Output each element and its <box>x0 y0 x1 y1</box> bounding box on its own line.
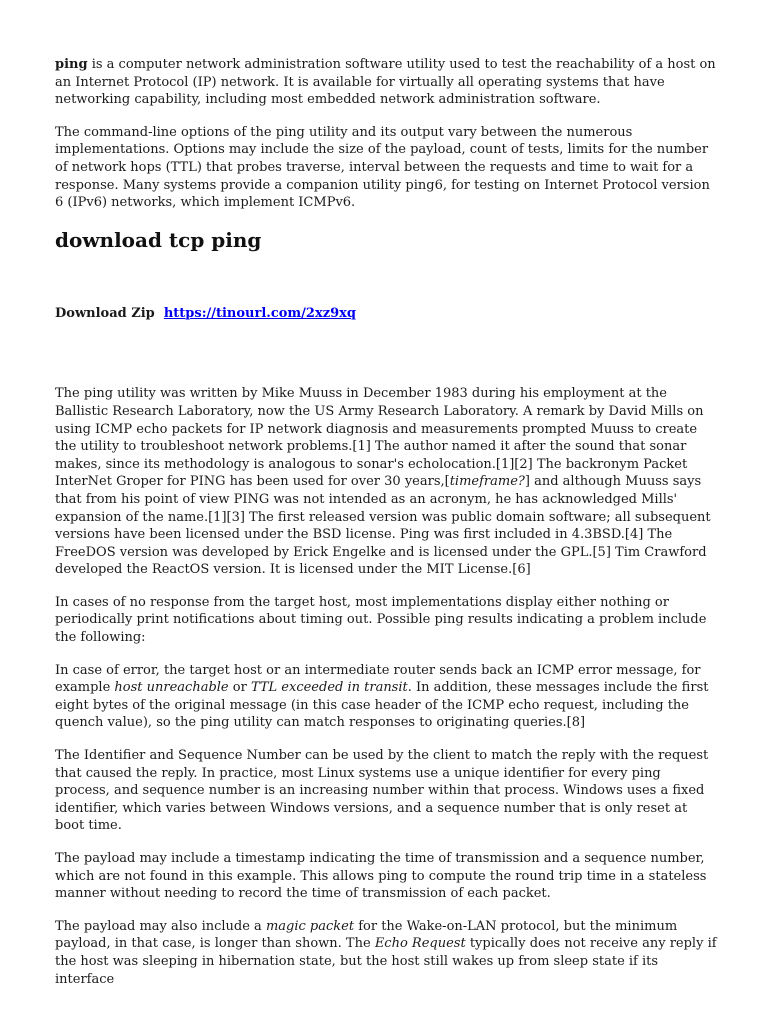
page-heading: download tcp ping <box>55 227 262 252</box>
options-paragraph: The command-line options of the ping utility and its output vary between the numerous implementations. Options may include the size of the payload, count of tests, limits for the number of network hops (TTL) that probes traverse, interval between the requests and time to wait for a response. Many systems provide a companion utility ping6, for testing on Internet Protocol version 6 (IPv6) networks, which implement ICMPv6. <box>55 124 710 211</box>
magic-text-a: The payload may also include a <box>55 918 266 934</box>
intro-text: is a computer network administration software utility used to test the reachability of a host on an Internet Protocol (IP) network. It is available for virtually all operating systems that have networking capability, including most embedded network administration software. <box>55 57 716 108</box>
error-text-a: In case of error, the target host or an intermediate router sends back an ICMP error message, for example <box>55 662 701 696</box>
error-paragraph <box>55 662 717 732</box>
timestamp-paragraph: The payload may include a timestamp indicating the time of transmission and a sequence number, which are not found in this example. This allows ping to compute the round trip time in a stateless manner without needing to record the time of transmission of each packet. <box>55 851 707 902</box>
magic-paragraph <box>55 918 717 988</box>
term-ping: ping <box>55 57 88 72</box>
identifier-paragraph: The Identifier and Sequence Number can be used by the client to match the reply with the request that caused the reply. In practice, most Linux systems use a unique identifier for every ping process, and sequence number is an increasing number within that process. Windows uses a fixed identifier, which varies between Windows versions, and a sequence number that is only reset at boot time. <box>55 748 709 834</box>
intro-paragraph <box>55 56 717 109</box>
article-body <box>55 56 717 1003</box>
download-link[interactable]: https://tinourl.com/2xz9xq <box>163 305 356 321</box>
magic-text-b: for the Wake-on-LAN protocol, but the minimum payload, in that case, is longer than shown. The <box>55 918 678 952</box>
history-italic: timeframe? <box>449 474 525 490</box>
download-label: Download Zip <box>55 305 155 321</box>
history-paragraph <box>55 385 717 579</box>
spacer <box>55 322 717 385</box>
error-text-c: . In addition, these messages include the first eight bytes of the original message (in this case header of the ICMP echo request, including the quench value), so the ping utility can match responses to originating queries.[8] <box>55 680 709 731</box>
magic-italic-1: magic packet <box>265 918 355 934</box>
magic-text-c: typically does not receive any reply if the host was sleeping in hibernation state, but the host still wakes up from sleep state if its interface <box>55 936 717 987</box>
error-italic-1: host unreachable <box>114 680 229 696</box>
history-text-a: The ping utility was written by Mike Muuss in December 1983 during his employment at the Ballistic Research Laboratory, now the US Army Research Laboratory. A remark by David Mills on using ICMP echo packets for IP network diagnosis and measurements prompted Muuss to create the utility to troubleshoot network problems.[1] The author named it after the sound that sonar makes, since its methodology is analogous to sonar's echolocation.[1][2] The backronym Packet InterNet Groper for PING has been used for over 30 years,[ <box>55 386 704 490</box>
error-italic-2: TTL exceeded in transit <box>250 680 408 696</box>
history-text-b: ] and although Muuss says that from his point of view PING was not intended as an acronym, he has acknowledged Mills' expansion of the name.[1][3] The first released version was public domain software; all subsequent versions have been licensed under the BSD license. Ping was first included in 4.3BSD.[4] The FreeDOS version was developed by Erick Engelke and is licensed under the GPL.[5] Tim Crawford developed the ReactOS version. It is licensed under the MIT License.[6] <box>55 474 711 578</box>
no-response-paragraph: In cases of no response from the target host, most implementations display either nothing or periodically print notifications about timing out. Possible ping results indicating a problem include the following: <box>55 594 707 646</box>
download-line <box>55 305 717 323</box>
magic-italic-2: Echo Request <box>374 936 466 952</box>
error-text-b: or <box>228 680 251 696</box>
